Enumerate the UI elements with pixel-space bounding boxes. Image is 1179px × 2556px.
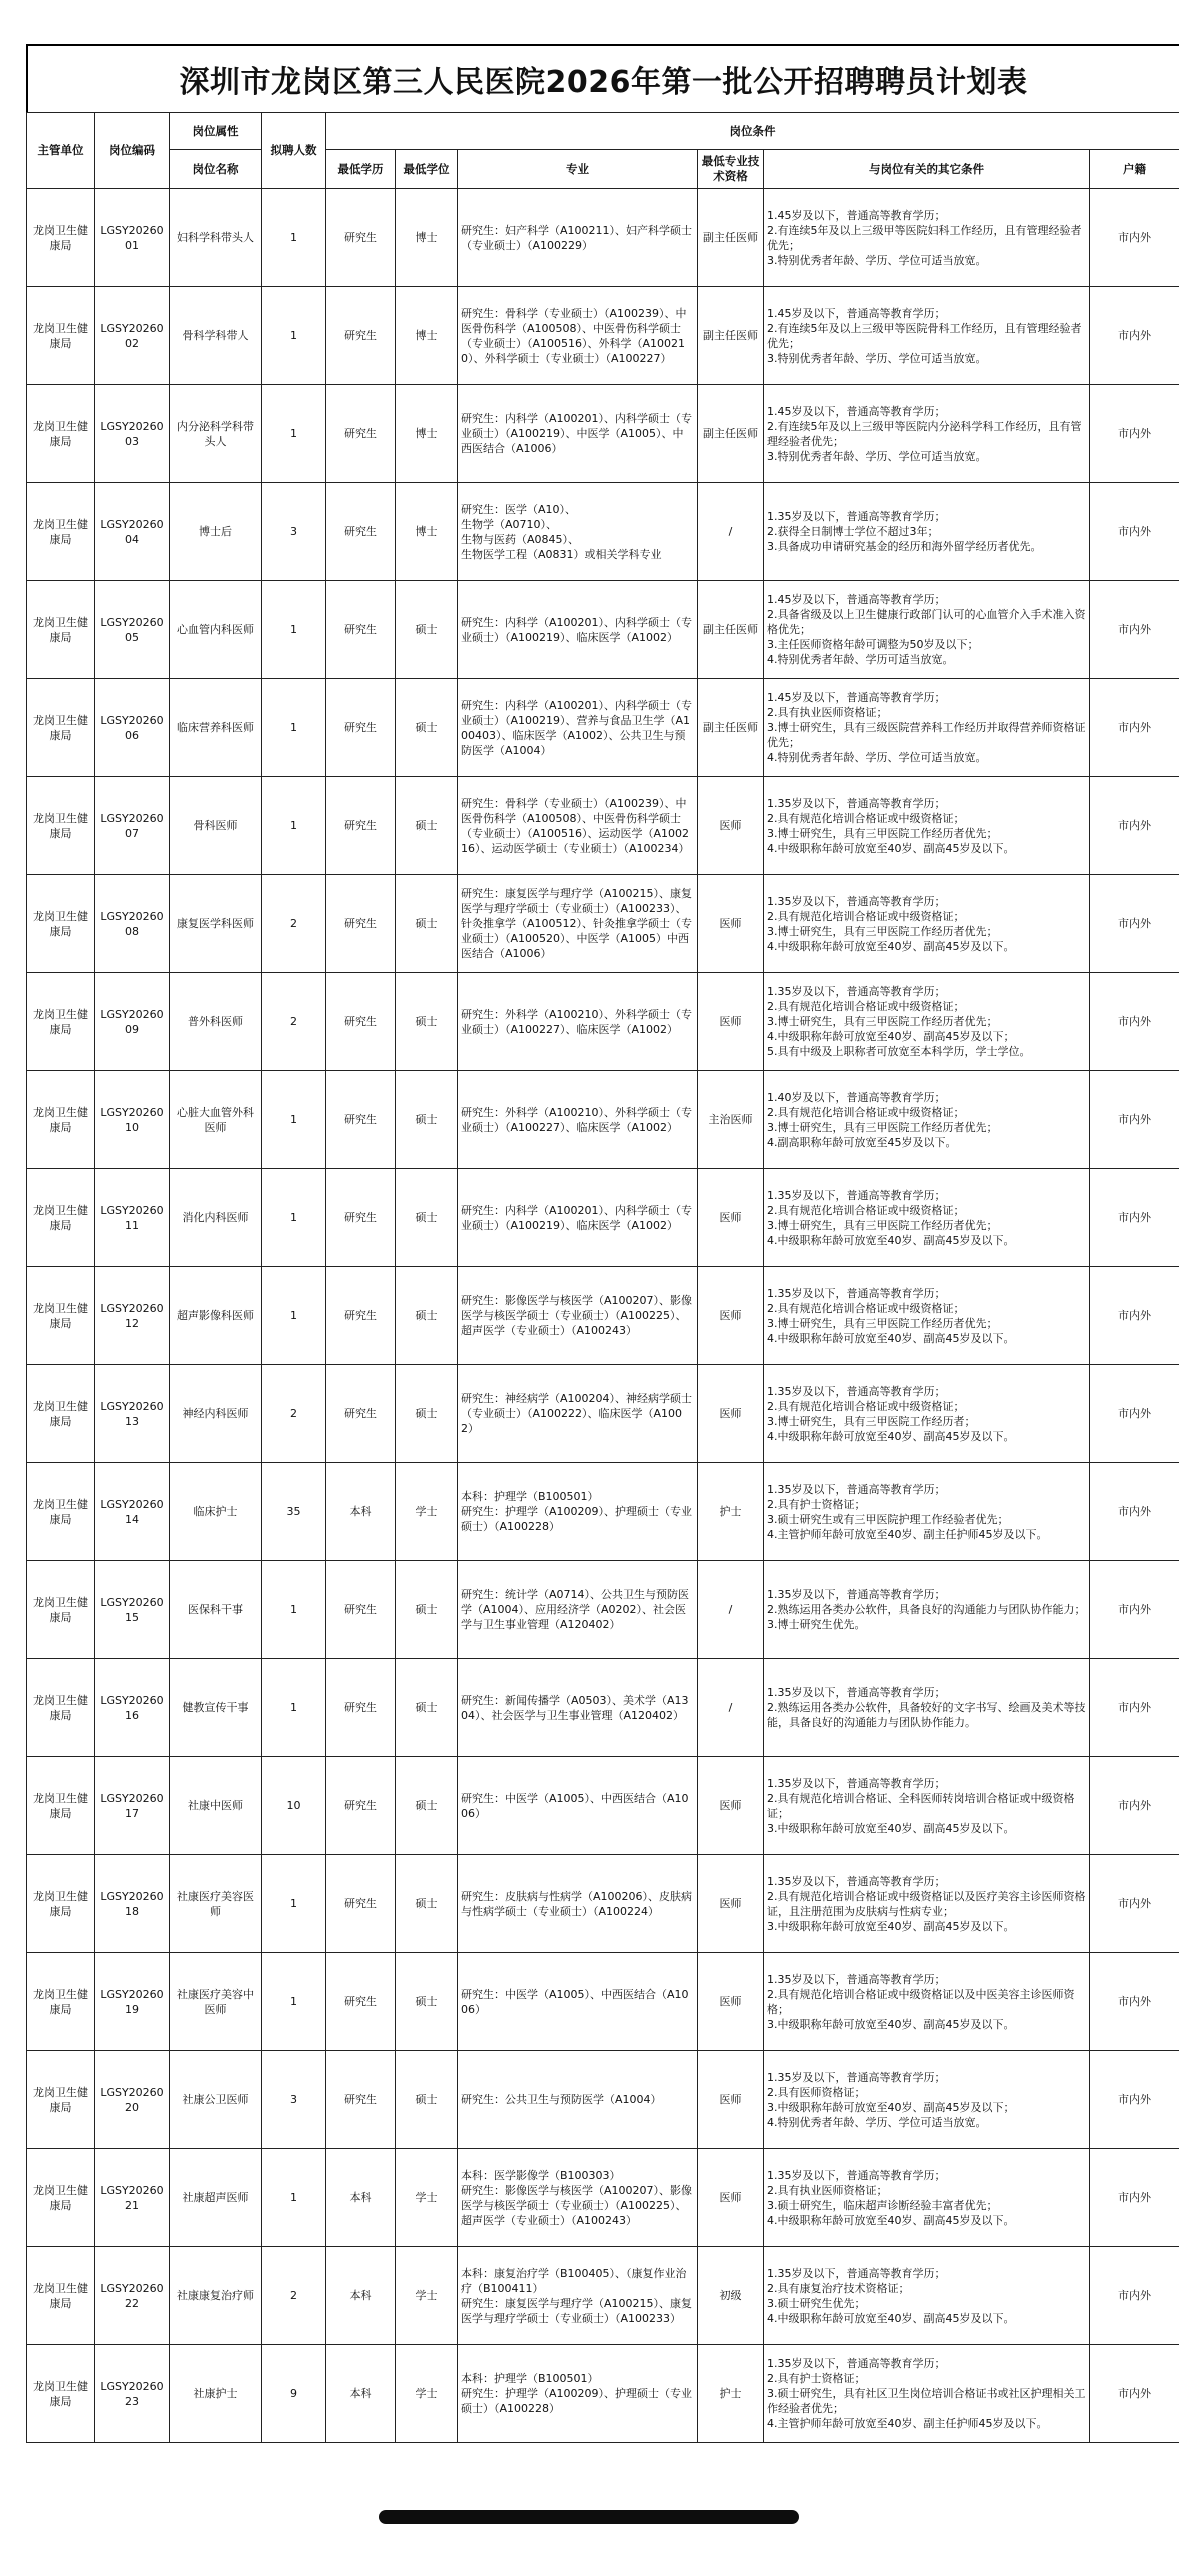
cell-edu: 研究生 [326, 287, 396, 385]
cell-hukou: 市内外 [1090, 1071, 1179, 1169]
header-cond-group: 岗位条件 [326, 113, 1179, 150]
cell-other: 1.35岁及以下，普通高等教育学历； 2.熟练运用各类办公软件，具备良好的沟通能力与团队协作能力； 3.博士研究生优先。 [764, 1561, 1090, 1659]
cell-other: 1.35岁及以下，普通高等教育学历； 2.具有护士资格证； 3.硕士研究生，具有社区卫生岗位培训合格证书或社区护理相关工作经验者优先； 4.主管护师年龄可放宽至40岁、副主任护师45岁及以下。 [764, 2345, 1090, 2443]
cell-degree: 博士 [396, 483, 458, 581]
cell-degree: 博士 [396, 385, 458, 483]
cell-code: LGSY2026017 [95, 1757, 170, 1855]
header-code: 岗位编码 [95, 113, 170, 189]
cell-dept: 龙岗卫生健康局 [27, 2247, 95, 2345]
cell-code: LGSY2026001 [95, 189, 170, 287]
cell-major: 研究生：康复医学与理疗学（A100215）、康复医学与理疗学硕士（专业硕士）（A100233）、针灸推拿学（A100512）、针灸推拿学硕士（专业硕士）（A100520）、中医学（A1005）中西医结合（A1006） [458, 875, 698, 973]
table-row [27, 1561, 1179, 1659]
cell-name: 社康医疗美容中医师 [170, 1953, 262, 2051]
table-row [27, 679, 1179, 777]
cell-dept: 龙岗卫生健康局 [27, 1463, 95, 1561]
cell-title: 护士 [698, 1463, 764, 1561]
table-row [27, 2051, 1179, 2149]
recruitment-table [26, 112, 1179, 2443]
cell-degree: 硕士 [396, 1267, 458, 1365]
cell-other: 1.35岁及以下，普通高等教育学历； 2.具有规范化培训合格证或中级资格证以及中医美容主诊医师资格； 3.中级职称年龄可放宽至40岁、副高45岁及以下。 [764, 1953, 1090, 2051]
cell-name: 心血管内科医师 [170, 581, 262, 679]
cell-degree: 学士 [396, 2149, 458, 2247]
cell-edu: 研究生 [326, 1365, 396, 1463]
cell-name: 康复医学科医师 [170, 875, 262, 973]
cell-hukou: 市内外 [1090, 581, 1179, 679]
cell-count: 1 [262, 385, 326, 483]
table-row [27, 875, 1179, 973]
cell-edu: 研究生 [326, 1071, 396, 1169]
cell-major: 研究生：影像医学与核医学（A100207）、影像医学与核医学硕士（专业硕士）（A100225）、超声医学（专业硕士）（A100243） [458, 1267, 698, 1365]
cell-code: LGSY2026013 [95, 1365, 170, 1463]
cell-name: 骨科学科带人 [170, 287, 262, 385]
cell-title: 医师 [698, 875, 764, 973]
table-row [27, 1855, 1179, 1953]
header-other: 与岗位有关的其它条件 [764, 150, 1090, 189]
table-row [27, 973, 1179, 1071]
cell-dept: 龙岗卫生健康局 [27, 1855, 95, 1953]
cell-code: LGSY2026004 [95, 483, 170, 581]
cell-major: 研究生：骨科学（专业硕士）（A100239）、中医骨伤科学（A100508）、中医骨伤科学硕士（专业硕士）（A100516）、运动医学（A100216）、运动医学硕士（专业硕士）（A100234） [458, 777, 698, 875]
table-row [27, 1169, 1179, 1267]
table-row [27, 2149, 1179, 2247]
cell-dept: 龙岗卫生健康局 [27, 1267, 95, 1365]
cell-hukou: 市内外 [1090, 875, 1179, 973]
cell-title: 副主任医师 [698, 189, 764, 287]
cell-name: 社康中医师 [170, 1757, 262, 1855]
cell-other: 1.35岁及以下，普通高等教育学历； 2.具有规范化培训合格证或中级资格证； 3.博士研究生，具有三甲医院工作经历者优先； 4.中级职称年龄可放宽至40岁、副高45岁及以下。 [764, 777, 1090, 875]
cell-name: 社康护士 [170, 2345, 262, 2443]
cell-title: 医师 [698, 1365, 764, 1463]
cell-degree: 硕士 [396, 679, 458, 777]
cell-other: 1.35岁及以下，普通高等教育学历； 2.具有执业医师资格证； 3.硕士研究生，临床超声诊断经验丰富者优先； 4.中级职称年龄可放宽至40岁、副高45岁及以下。 [764, 2149, 1090, 2247]
table-row [27, 1071, 1179, 1169]
cell-edu: 研究生 [326, 2051, 396, 2149]
cell-title: 副主任医师 [698, 679, 764, 777]
cell-edu: 研究生 [326, 1757, 396, 1855]
cell-hukou: 市内外 [1090, 973, 1179, 1071]
cell-major: 研究生：神经病学（A100204）、神经病学硕士（专业硕士）（A100222）、临床医学（A1002） [458, 1365, 698, 1463]
cell-name: 临床护士 [170, 1463, 262, 1561]
cell-dept: 龙岗卫生健康局 [27, 581, 95, 679]
cell-dept: 龙岗卫生健康局 [27, 777, 95, 875]
cell-edu: 研究生 [326, 483, 396, 581]
cell-title: 医师 [698, 1757, 764, 1855]
cell-name: 超声影像科医师 [170, 1267, 262, 1365]
cell-name: 普外科医师 [170, 973, 262, 1071]
cell-name: 健教宣传干事 [170, 1659, 262, 1757]
cell-edu: 研究生 [326, 679, 396, 777]
cell-degree: 硕士 [396, 1855, 458, 1953]
cell-count: 1 [262, 679, 326, 777]
cell-hukou: 市内外 [1090, 2345, 1179, 2443]
cell-count: 1 [262, 581, 326, 679]
table-row [27, 385, 1179, 483]
cell-degree: 博士 [396, 189, 458, 287]
cell-degree: 硕士 [396, 1659, 458, 1757]
cell-degree: 硕士 [396, 1953, 458, 2051]
cell-name: 内分泌科学科带头人 [170, 385, 262, 483]
cell-dept: 龙岗卫生健康局 [27, 385, 95, 483]
cell-major: 研究生：内科学（A100201）、内科学硕士（专业硕士）（A100219）、临床医学（A1002） [458, 1169, 698, 1267]
cell-major: 研究生：妇产科学（A100211）、妇产科学硕士（专业硕士）（A100229） [458, 189, 698, 287]
cell-code: LGSY2026018 [95, 1855, 170, 1953]
cell-degree: 学士 [396, 2345, 458, 2443]
table-row [27, 1757, 1179, 1855]
cell-major: 研究生：医学（A10）、 生物学（A0710）、 生物与医药（A0845）、 生物医学工程（A0831）或相关学科专业 [458, 483, 698, 581]
cell-code: LGSY2026016 [95, 1659, 170, 1757]
cell-count: 1 [262, 1071, 326, 1169]
cell-other: 1.35岁及以下，普通高等教育学历； 2.具有护士资格证； 3.硕士研究生或有三甲医院护理工作经验者优先； 4.主管护师年龄可放宽至40岁、副主任护师45岁及以下。 [764, 1463, 1090, 1561]
cell-count: 2 [262, 973, 326, 1071]
cell-major: 本科：康复治疗学（B100405）、（康复作业治疗（B100411） 研究生：康复医学与理疗学（A100215）、康复医学与理疗学硕士（专业硕士）（A100233） [458, 2247, 698, 2345]
header-name: 岗位名称 [170, 150, 262, 189]
cell-other: 1.45岁及以下，普通高等教育学历； 2.有连续5年及以上三级甲等医院内分泌科学科工作经历，且有管理经验者优先； 3.特别优秀者年龄、学历、学位可适当放宽。 [764, 385, 1090, 483]
cell-other: 1.45岁及以下，普通高等教育学历； 2.有连续5年及以上三级甲等医院骨科工作经历，且有管理经验者优先； 3.特别优秀者年龄、学历、学位可适当放宽。 [764, 287, 1090, 385]
cell-dept: 龙岗卫生健康局 [27, 1953, 95, 2051]
cell-other: 1.35岁及以下，普通高等教育学历； 2.具有规范化培训合格证、全科医师转岗培训合格证或中级资格证； 3.中级职称年龄可放宽至40岁、副高45岁及以下。 [764, 1757, 1090, 1855]
header-degree: 最低学位 [396, 150, 458, 189]
cell-count: 1 [262, 1659, 326, 1757]
cell-degree: 硕士 [396, 1169, 458, 1267]
cell-other: 1.35岁及以下，普通高等教育学历； 2.具有规范化培训合格证或中级资格证； 3.博士研究生，具有三甲医院工作经历者优先； 4.中级职称年龄可放宽至40岁、副高45岁及以下； 5.具有中级及上职称者可放宽至本科学历，学士学位。 [764, 973, 1090, 1071]
cell-code: LGSY2026009 [95, 973, 170, 1071]
cell-edu: 研究生 [326, 1169, 396, 1267]
table-row [27, 1659, 1179, 1757]
cell-major: 研究生：统计学（A0714）、公共卫生与预防医学（A1004）、应用经济学（A0202）、社会医学与卫生事业管理（A120402） [458, 1561, 698, 1659]
cell-major: 研究生：中医学（A1005）、中西医结合（A1006） [458, 1953, 698, 2051]
cell-hukou: 市内外 [1090, 483, 1179, 581]
cell-other: 1.35岁及以下，普通高等教育学历； 2.具有康复治疗技术资格证； 3.硕士研究生优先； 4.中级职称年龄可放宽至40岁、副高45岁及以下。 [764, 2247, 1090, 2345]
cell-title: 主治医师 [698, 1071, 764, 1169]
table-row [27, 189, 1179, 287]
cell-other: 1.35岁及以下，普通高等教育学历； 2.具有规范化培训合格证或中级资格证； 3.博士研究生，具有三甲医院工作经历者优先； 4.中级职称年龄可放宽至40岁、副高45岁及以下。 [764, 1267, 1090, 1365]
cell-title: 副主任医师 [698, 287, 764, 385]
cell-count: 1 [262, 1855, 326, 1953]
cell-degree: 硕士 [396, 777, 458, 875]
cell-code: LGSY2026010 [95, 1071, 170, 1169]
cell-count: 1 [262, 1169, 326, 1267]
cell-title: 副主任医师 [698, 385, 764, 483]
cell-dept: 龙岗卫生健康局 [27, 875, 95, 973]
cell-dept: 龙岗卫生健康局 [27, 287, 95, 385]
cell-title: 副主任医师 [698, 581, 764, 679]
cell-hukou: 市内外 [1090, 1463, 1179, 1561]
cell-hukou: 市内外 [1090, 2051, 1179, 2149]
cell-hukou: 市内外 [1090, 777, 1179, 875]
cell-count: 1 [262, 1267, 326, 1365]
cell-dept: 龙岗卫生健康局 [27, 1365, 95, 1463]
cell-edu: 研究生 [326, 581, 396, 679]
cell-count: 10 [262, 1757, 326, 1855]
cell-major: 本科：护理学（B100501） 研究生：护理学（A100209）、护理硕士（专业硕士）（A100228） [458, 1463, 698, 1561]
cell-code: LGSY2026006 [95, 679, 170, 777]
cell-edu: 本科 [326, 2247, 396, 2345]
cell-count: 2 [262, 2247, 326, 2345]
home-indicator[interactable] [379, 2510, 799, 2524]
cell-code: LGSY2026022 [95, 2247, 170, 2345]
cell-code: LGSY2026019 [95, 1953, 170, 2051]
cell-dept: 龙岗卫生健康局 [27, 973, 95, 1071]
cell-dept: 龙岗卫生健康局 [27, 1169, 95, 1267]
cell-title: 护士 [698, 2345, 764, 2443]
table-row [27, 1365, 1179, 1463]
cell-dept: 龙岗卫生健康局 [27, 1659, 95, 1757]
table-row [27, 2345, 1179, 2443]
cell-other: 1.35岁及以下，普通高等教育学历； 2.具有医师资格证； 3.中级职称年龄可放宽至40岁、副高45岁及以下； 4.特别优秀者年龄、学历、学位可适当放宽。 [764, 2051, 1090, 2149]
cell-edu: 研究生 [326, 1855, 396, 1953]
cell-title: / [698, 1659, 764, 1757]
cell-other: 1.45岁及以下，普通高等教育学历； 2.具有执业医师资格证； 3.博士研究生，具有三级医院营养科工作经历并取得营养师资格证优先； 4.特别优秀者年龄、学历、学位可适当放宽。 [764, 679, 1090, 777]
cell-dept: 龙岗卫生健康局 [27, 1561, 95, 1659]
cell-count: 35 [262, 1463, 326, 1561]
cell-dept: 龙岗卫生健康局 [27, 189, 95, 287]
cell-degree: 硕士 [396, 2051, 458, 2149]
cell-edu: 本科 [326, 1463, 396, 1561]
cell-hukou: 市内外 [1090, 2247, 1179, 2345]
header-hukou: 户籍 [1090, 150, 1179, 189]
cell-hukou: 市内外 [1090, 189, 1179, 287]
cell-edu: 研究生 [326, 189, 396, 287]
cell-name: 骨科医师 [170, 777, 262, 875]
cell-major: 研究生：公共卫生与预防医学（A1004） [458, 2051, 698, 2149]
header-edu: 最低学历 [326, 150, 396, 189]
cell-major: 本科：护理学（B100501） 研究生：护理学（A100209）、护理硕士（专业硕士）（A100228） [458, 2345, 698, 2443]
cell-code: LGSY2026008 [95, 875, 170, 973]
table-row [27, 483, 1179, 581]
cell-name: 心脏大血管外科医师 [170, 1071, 262, 1169]
cell-count: 9 [262, 2345, 326, 2443]
cell-other: 1.40岁及以下，普通高等教育学历； 2.具有规范化培训合格证或中级资格证； 3.博士研究生，具有三甲医院工作经历者优先； 4.副高职称年龄可放宽至45岁及以下。 [764, 1071, 1090, 1169]
cell-dept: 龙岗卫生健康局 [27, 1757, 95, 1855]
cell-code: LGSY2026021 [95, 2149, 170, 2247]
cell-name: 社康医疗美容医师 [170, 1855, 262, 1953]
cell-count: 3 [262, 483, 326, 581]
cell-code: LGSY2026011 [95, 1169, 170, 1267]
cell-dept: 龙岗卫生健康局 [27, 483, 95, 581]
cell-degree: 硕士 [396, 1757, 458, 1855]
table-row [27, 1953, 1179, 2051]
cell-other: 1.35岁及以下，普通高等教育学历； 2.具有规范化培训合格证或中级资格证； 3.博士研究生，具有三甲医院工作经历者优先； 4.中级职称年龄可放宽至40岁、副高45岁及以下。 [764, 1169, 1090, 1267]
header-major: 专业 [458, 150, 698, 189]
cell-degree: 学士 [396, 2247, 458, 2345]
cell-count: 1 [262, 189, 326, 287]
cell-code: LGSY2026020 [95, 2051, 170, 2149]
cell-count: 1 [262, 1561, 326, 1659]
cell-code: LGSY2026005 [95, 581, 170, 679]
cell-code: LGSY2026015 [95, 1561, 170, 1659]
cell-hukou: 市内外 [1090, 1169, 1179, 1267]
header-title-req: 最低专业技术资格 [698, 150, 764, 189]
cell-edu: 本科 [326, 2345, 396, 2443]
cell-hukou: 市内外 [1090, 1757, 1179, 1855]
cell-name: 临床营养科医师 [170, 679, 262, 777]
cell-title: 医师 [698, 1953, 764, 2051]
cell-hukou: 市内外 [1090, 1561, 1179, 1659]
table-row [27, 1267, 1179, 1365]
cell-major: 研究生：外科学（A100210）、外科学硕士（专业硕士）（A100227）、临床医学（A1002） [458, 1071, 698, 1169]
cell-name: 社康康复治疗师 [170, 2247, 262, 2345]
cell-other: 1.45岁及以下，普通高等教育学历； 2.具备省级及以上卫生健康行政部门认可的心血管介入手术准入资格优先； 3.主任医师资格年龄可调整为50岁及以下； 4.特别优秀者年龄、学历可适当放宽。 [764, 581, 1090, 679]
cell-other: 1.35岁及以下，普通高等教育学历； 2.具有规范化培训合格证或中级资格证； 3.博士研究生，具有三甲医院工作经历者优先； 4.中级职称年龄可放宽至40岁、副高45岁及以下。 [764, 875, 1090, 973]
cell-dept: 龙岗卫生健康局 [27, 679, 95, 777]
cell-edu: 本科 [326, 2149, 396, 2247]
cell-code: LGSY2026007 [95, 777, 170, 875]
cell-edu: 研究生 [326, 973, 396, 1071]
cell-code: LGSY2026023 [95, 2345, 170, 2443]
cell-hukou: 市内外 [1090, 2149, 1179, 2247]
table-row [27, 777, 1179, 875]
cell-hukou: 市内外 [1090, 1659, 1179, 1757]
header-count: 拟聘人数 [262, 113, 326, 189]
cell-degree: 硕士 [396, 581, 458, 679]
document-title: 深圳市龙岗区第三人民医院2026年第一批公开招聘聘员计划表 [26, 44, 1179, 112]
cell-name: 社康超声医师 [170, 2149, 262, 2247]
cell-hukou: 市内外 [1090, 385, 1179, 483]
cell-edu: 研究生 [326, 385, 396, 483]
cell-title: 医师 [698, 777, 764, 875]
table-row [27, 1463, 1179, 1561]
cell-other: 1.35岁及以下，普通高等教育学历； 2.具有规范化培训合格证或中级资格证； 3.博士研究生，具有三甲医院工作经历者； 4.中级职称年龄可放宽至40岁、副高45岁及以下。 [764, 1365, 1090, 1463]
cell-edu: 研究生 [326, 875, 396, 973]
cell-name: 神经内科医师 [170, 1365, 262, 1463]
cell-count: 1 [262, 287, 326, 385]
cell-major: 研究生：内科学（A100201）、内科学硕士（专业硕士）（A100219）、临床医学（A1002） [458, 581, 698, 679]
cell-dept: 龙岗卫生健康局 [27, 2345, 95, 2443]
cell-edu: 研究生 [326, 1561, 396, 1659]
cell-major: 研究生：新闻传播学（A0503）、美术学（A1304）、社会医学与卫生事业管理（A120402） [458, 1659, 698, 1757]
cell-major: 研究生：皮肤病与性病学（A100206）、皮肤病与性病学硕士（专业硕士）（A100224） [458, 1855, 698, 1953]
cell-dept: 龙岗卫生健康局 [27, 1071, 95, 1169]
cell-major: 研究生：内科学（A100201）、内科学硕士（专业硕士）（A100219）、中医学（A1005）、中西医结合（A1006） [458, 385, 698, 483]
cell-other: 1.35岁及以下，普通高等教育学历； 2.获得全日制博士学位不超过3年； 3.具备成功申请研究基金的经历和海外留学经历者优先。 [764, 483, 1090, 581]
cell-degree: 硕士 [396, 875, 458, 973]
cell-count: 2 [262, 1365, 326, 1463]
cell-degree: 硕士 [396, 1365, 458, 1463]
cell-other: 1.35岁及以下，普通高等教育学历； 2.熟练运用各类办公软件，具备较好的文字书写、绘画及美术等技能，具备良好的沟通能力与团队协作能力。 [764, 1659, 1090, 1757]
recruitment-plan-document [26, 44, 1179, 2443]
cell-hukou: 市内外 [1090, 1365, 1179, 1463]
cell-dept: 龙岗卫生健康局 [27, 2051, 95, 2149]
cell-major: 研究生：中医学（A1005）、中西医结合（A1006） [458, 1757, 698, 1855]
cell-hukou: 市内外 [1090, 679, 1179, 777]
cell-count: 1 [262, 2149, 326, 2247]
cell-name: 消化内科医师 [170, 1169, 262, 1267]
cell-title: 初级 [698, 2247, 764, 2345]
cell-other: 1.45岁及以下，普通高等教育学历； 2.有连续5年及以上三级甲等医院妇科工作经历，且有管理经验者优先； 3.特别优秀者年龄、学历、学位可适当放宽。 [764, 189, 1090, 287]
cell-title: 医师 [698, 2149, 764, 2247]
cell-hukou: 市内外 [1090, 1855, 1179, 1953]
cell-degree: 硕士 [396, 1561, 458, 1659]
cell-hukou: 市内外 [1090, 1267, 1179, 1365]
cell-title: 医师 [698, 1855, 764, 1953]
cell-edu: 研究生 [326, 1659, 396, 1757]
cell-dept: 龙岗卫生健康局 [27, 2149, 95, 2247]
cell-edu: 研究生 [326, 777, 396, 875]
cell-name: 妇科学科带头人 [170, 189, 262, 287]
cell-code: LGSY2026002 [95, 287, 170, 385]
cell-degree: 学士 [396, 1463, 458, 1561]
cell-major: 研究生：外科学（A100210）、外科学硕士（专业硕士）（A100227）、临床医学（A1002） [458, 973, 698, 1071]
cell-name: 博士后 [170, 483, 262, 581]
cell-title: 医师 [698, 1267, 764, 1365]
cell-edu: 研究生 [326, 1953, 396, 2051]
cell-other: 1.35岁及以下，普通高等教育学历； 2.具有规范化培训合格证或中级资格证以及医疗美容主诊医师资格证，且注册范围为皮肤病与性病专业； 3.中级职称年龄可放宽至40岁、副高45岁及以下。 [764, 1855, 1090, 1953]
cell-hukou: 市内外 [1090, 1953, 1179, 2051]
table-row [27, 2247, 1179, 2345]
cell-count: 2 [262, 875, 326, 973]
cell-count: 1 [262, 777, 326, 875]
table-row [27, 287, 1179, 385]
cell-code: LGSY2026012 [95, 1267, 170, 1365]
cell-title: / [698, 483, 764, 581]
cell-title: 医师 [698, 2051, 764, 2149]
header-attr-group: 岗位属性 [170, 113, 262, 150]
cell-code: LGSY2026014 [95, 1463, 170, 1561]
table-body [27, 189, 1179, 2443]
cell-name: 社康公卫医师 [170, 2051, 262, 2149]
cell-code: LGSY2026003 [95, 385, 170, 483]
cell-degree: 硕士 [396, 973, 458, 1071]
cell-degree: 硕士 [396, 1071, 458, 1169]
cell-major: 研究生：内科学（A100201）、内科学硕士（专业硕士）（A100219）、营养与食品卫生学（A100403）、临床医学（A1002）、公共卫生与预防医学（A1004） [458, 679, 698, 777]
cell-name: 医保科干事 [170, 1561, 262, 1659]
cell-count: 1 [262, 1953, 326, 2051]
cell-edu: 研究生 [326, 1267, 396, 1365]
header-dept: 主管单位 [27, 113, 95, 189]
cell-major: 研究生：骨科学（专业硕士）（A100239）、中医骨伤科学（A100508）、中医骨伤科学硕士（专业硕士）（A100516）、外科学（A100210）、外科学硕士（专业硕士）（A100227） [458, 287, 698, 385]
cell-hukou: 市内外 [1090, 287, 1179, 385]
cell-degree: 博士 [396, 287, 458, 385]
cell-count: 3 [262, 2051, 326, 2149]
cell-title: / [698, 1561, 764, 1659]
cell-title: 医师 [698, 973, 764, 1071]
cell-major: 本科：医学影像学（B100303） 研究生：影像医学与核医学（A100207）、影像医学与核医学硕士（专业硕士）（A100225）、超声医学（专业硕士）（A100243） [458, 2149, 698, 2247]
cell-title: 医师 [698, 1169, 764, 1267]
table-row [27, 581, 1179, 679]
